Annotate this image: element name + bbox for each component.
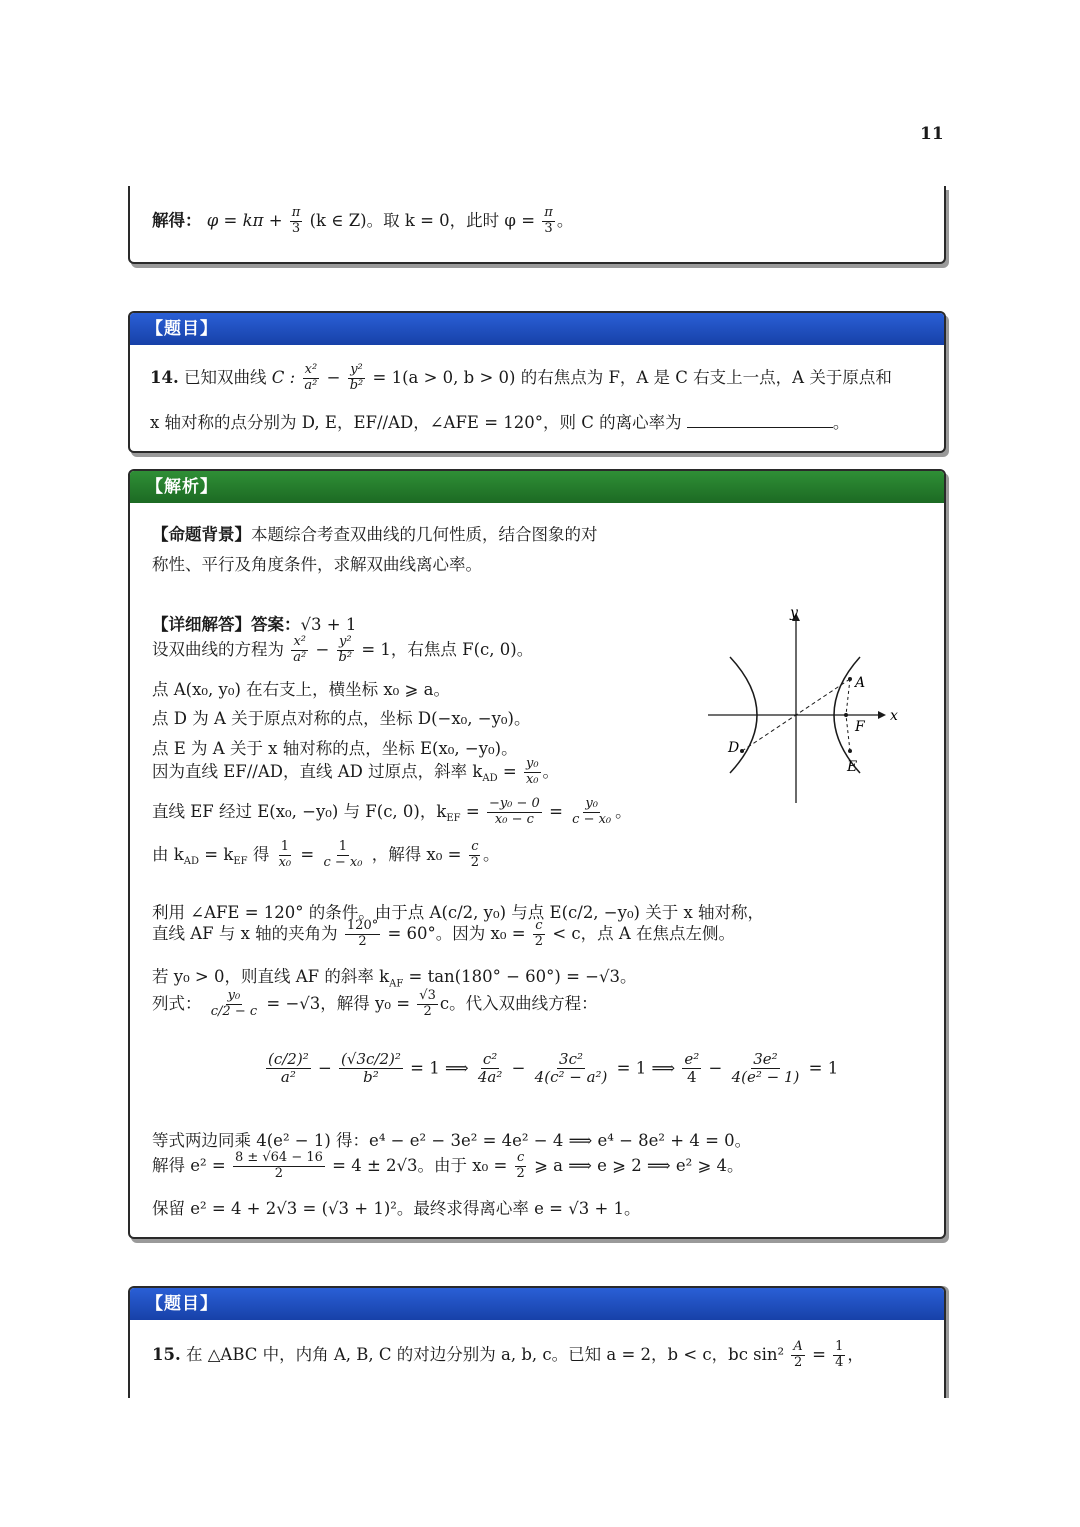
x-axis-arrow xyxy=(878,711,886,719)
point-d xyxy=(740,749,744,753)
answer-blank xyxy=(687,413,833,428)
background-line-2: 称性、平行及角度条件，求解双曲线离心率。 xyxy=(152,555,482,574)
question-header: 【题目】 xyxy=(130,313,944,345)
solution-line-7: 由 $k_{AD} = k_{EF}$ 得 $\frac{1}{\text{x₀}}$ = $\frac{1}{\text{c − x₀}}$ ，解得 x₀ = $\frac{c}{2}$ 。 xyxy=(152,839,500,870)
solution-line-3: 点 D 为 A 关于原点对称的点，坐标 D(−x₀, −y₀)。 xyxy=(152,709,531,728)
solution-line-8: 利用 ∠AFE = 120° 的条件。由于点 A(c/2, y₀) 与点 E(c/2, −y₀) 关于 x 轴对称， xyxy=(152,903,765,922)
answer-line: 【详细解答】答案：√3 + 1 xyxy=(152,615,357,634)
question-14-line-1: 14. 已知双曲线 C : $\frac{\text{x²}}{\text{a²}}$ − $\frac{\text{y²}}{\text{b²}}$ = 1(a > 0, b > 0) 的右焦点为 F，A 是 C 右支上一点，A 关于原点和 xyxy=(150,362,892,393)
question-header: 【题目】 xyxy=(130,1288,944,1320)
y-axis-label: y xyxy=(790,605,798,621)
analysis-box xyxy=(128,469,946,1239)
previous-solution-box xyxy=(128,186,946,264)
hyperbola-figure xyxy=(700,601,920,811)
equation-chain: $\frac{\text{(c/2)²}}{\text{a²}}$ − $\frac{\text{(√3c/2)²}}{\text{b²}}$ = 1 ⟹ $\frac{\text{c²}}{\text{4a²}}$ − $\frac{\text{3c²}}{\text{4(c² − a²)}}$ = 1 ⟹ $\frac{\text{e²}}{4}$ − $\frac{\text{3e²}}{\text{4(e² − 1)}}$ = 1 xyxy=(268,1050,839,1087)
question-15-box xyxy=(128,1286,946,1398)
point-e xyxy=(848,749,852,753)
background-line-1: 【命题背景】本题综合考查双曲线的几何性质，结合图象的对 xyxy=(152,525,598,544)
page-number: 11 xyxy=(920,124,944,144)
point-a xyxy=(848,677,852,681)
solution-line-6: 直线 EF 经过 E(x₀, −y₀) 与 F(c, 0)，$k_{EF}$ = $\frac{\text{−y₀ − 0}}{\text{x₀ − c}}$ = $\frac{\text{y₀}}{\text{c − x₀}}$ 。 xyxy=(152,796,632,827)
question-15-line: 15. 在 △ABC 中，内角 A, B, C 的对边分别为 a, b, c。已知 a = 2，b < c，bc sin² $\frac{A}{2}$ = $\frac{1}{4}$ ， xyxy=(152,1339,864,1370)
solution-line-10: 若 y₀ > 0，则直线 AF 的斜率 $k_{AF} = \tan(180^\circ - 60^\circ) = -√3$。 xyxy=(152,967,637,990)
line-af xyxy=(846,679,850,715)
solution-line-4: 点 E 为 A 关于 x 轴对称的点，坐标 E(x₀, −y₀)。 xyxy=(152,739,518,758)
line-ef xyxy=(846,715,850,751)
solution-line-5: 因为直线 EF//AD，直线 AD 过原点，斜率 $k_{AD}$ = $\frac{\text{y₀}}{\text{x₀}}$ 。 xyxy=(152,756,560,787)
point-f xyxy=(844,713,848,717)
x-axis-label: x xyxy=(890,708,898,724)
label-f: F xyxy=(855,719,865,735)
solution-line-13: 解得 e² = $\frac{8 \pm √64 - 16}{2}$ = 4 ± 2√3。由于 x₀ = $\frac{c}{2}$ ⩾ a ⟹ e ⩾ 2 ⟹ e² ⩾ 4。 xyxy=(152,1150,744,1181)
label-a: A xyxy=(855,675,866,691)
solution-line-11: 列式： $\frac{\text{y₀}}{c/2 - c}$ = −√3，解得 y₀ = $\frac{√3}{2}$ c。代入双曲线方程： xyxy=(152,988,598,1019)
solution-line-14: 保留 e² = 4 + 2√3 = (√3 + 1)²。最终求得离心率 e = √3 + 1。 xyxy=(152,1199,641,1218)
previous-solution-line: 解得： φ = kπ + $\frac{\pi}{3}$ (k ∈ Z)。取 k = 0，此时 φ = $\frac{\pi}{3}$ 。 xyxy=(152,205,574,236)
solution-line-12: 等式两边同乘 4(e² − 1) 得：e⁴ − e² − 3e² = 4e² − 4 ⟹ e⁴ − 8e² + 4 = 0。 xyxy=(152,1131,752,1150)
analysis-header: 【解析】 xyxy=(130,471,944,503)
label-e: E xyxy=(847,759,858,775)
solution-line-9: 直线 AF 与 x 轴的夹角为 $\frac{120^\circ}{2}$ = 60°。因为 x₀ = $\frac{c}{2}$ < c，点 A 在焦点左侧。 xyxy=(152,918,736,949)
solution-line-1: 设双曲线的方程为 $\frac{\text{x²}}{\text{a²}}$ − $\frac{\text{y²}}{\text{b²}}$ = 1，右焦点 F(c, 0)。 xyxy=(152,634,534,665)
solution-line-2: 点 A(x₀, y₀) 在右支上，横坐标 x₀ ⩾ a。 xyxy=(152,680,450,699)
question-14-box xyxy=(128,311,946,453)
question-14-line-2: x 轴对称的点分别为 D, E，EF//AD，∠AFE = 120°，则 C 的离心率为 。 xyxy=(150,413,850,432)
label-d: D xyxy=(728,740,740,756)
